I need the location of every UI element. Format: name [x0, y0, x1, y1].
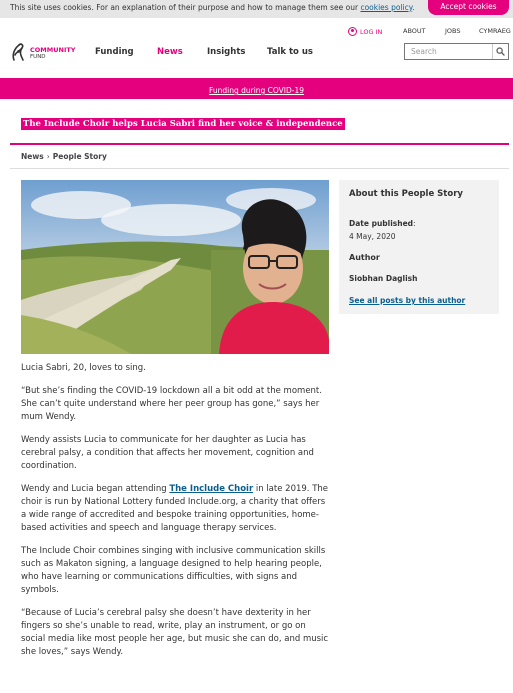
cymraeg-link[interactable]: CYMRAEG — [479, 27, 511, 35]
cookie-message — [10, 3, 415, 12]
covid-banner — [0, 78, 513, 99]
cookie-banner — [0, 0, 513, 18]
author-heading: Author — [349, 253, 380, 262]
logo-line-fund: FUND — [30, 53, 46, 60]
sidebar-title: About this People Story — [349, 189, 463, 199]
paragraph-text: in late 2019. The choir is run by National Lottery funded Include.org, a charity that offers a wide range of accredited and bespoke training opportunities, home-based activities and speech and language therapy services. — [21, 484, 329, 533]
about-link[interactable]: ABOUT — [403, 27, 426, 35]
date-value: 4 May, 2020 — [349, 232, 396, 241]
article-paragraph: “Because of Lucia’s cerebral palsy she doesn’t have dexterity in her fingers so she’s unable to read, write, play an instrument, or go on social media like most people her age, but music she can do, and music she loves,” says Wendy. — [21, 608, 329, 657]
divider-pink — [10, 143, 509, 145]
author-name: Siobhan Daglish — [349, 274, 418, 283]
hero-photo — [21, 180, 329, 354]
nav-news[interactable]: News — [157, 47, 183, 57]
breadcrumb — [21, 152, 107, 161]
nav-talk-to-us[interactable]: Talk to us — [267, 47, 313, 57]
accept-cookies-button[interactable]: Accept cookies — [428, 0, 509, 15]
logo-line-community: COMMUNITY — [30, 46, 76, 54]
see-all-posts-link[interactable]: See all posts by this author — [349, 296, 466, 305]
date-published — [349, 211, 489, 230]
article-paragraph: Lucia Sabri, 20, loves to sing. — [21, 363, 146, 373]
article-body — [21, 362, 329, 669]
search-icon — [496, 47, 505, 56]
divider-grey — [10, 168, 509, 169]
article-paragraph: The Include Choir combines singing with inclusive communication skills such as Makaton signing, a language designed to help hearing people, who have learning or communications difficulties, with signs and symbols. — [21, 546, 326, 595]
date-colon: : — [413, 219, 416, 228]
about-story-sidebar — [339, 180, 499, 314]
logo-text — [30, 47, 76, 60]
search-placeholder: Search — [411, 47, 437, 56]
login-link[interactable] — [348, 27, 382, 36]
search-input[interactable] — [404, 43, 509, 60]
nav-insights[interactable]: Insights — [207, 47, 246, 57]
breadcrumb-separator: › — [46, 152, 50, 161]
user-icon — [348, 27, 357, 36]
jobs-link[interactable]: JOBS — [445, 27, 461, 35]
include-choir-link[interactable]: The Include Choir — [169, 484, 254, 494]
cookie-text: This site uses cookies. For an explanation of their purpose and how to manage them see our — [10, 3, 361, 12]
page-title: The Include Choir helps Lucia Sabri find her voice & independence — [23, 119, 343, 129]
article-paragraph: Wendy assists Lucia to communicate for her daughter as Lucia has cerebral palsy, a condition that affects her movement, cognition and coordination. — [21, 435, 314, 471]
covid-funding-link[interactable]: Funding during COVID-19 — [208, 86, 305, 95]
cookie-text-end: . — [412, 3, 415, 12]
breadcrumb-current: People Story — [52, 152, 107, 161]
paragraph-text: Wendy and Lucia began attending — [21, 484, 170, 494]
breadcrumb-news-link[interactable]: News — [21, 152, 44, 161]
search-button[interactable] — [492, 44, 508, 59]
article-paragraph — [21, 483, 329, 535]
date-label: Date published — [349, 219, 414, 228]
login-label: LOG IN — [360, 27, 383, 36]
lottery-crossed-fingers-icon — [13, 44, 23, 60]
article-paragraph: “But she’s finding the COVID-19 lockdown all a bit odd at the moment. She can’t quite understand where her peer group has gone,” says her mum Wendy. — [21, 386, 322, 422]
nav-funding[interactable]: Funding — [95, 47, 134, 57]
cookies-policy-link[interactable]: cookies policy — [360, 3, 413, 12]
